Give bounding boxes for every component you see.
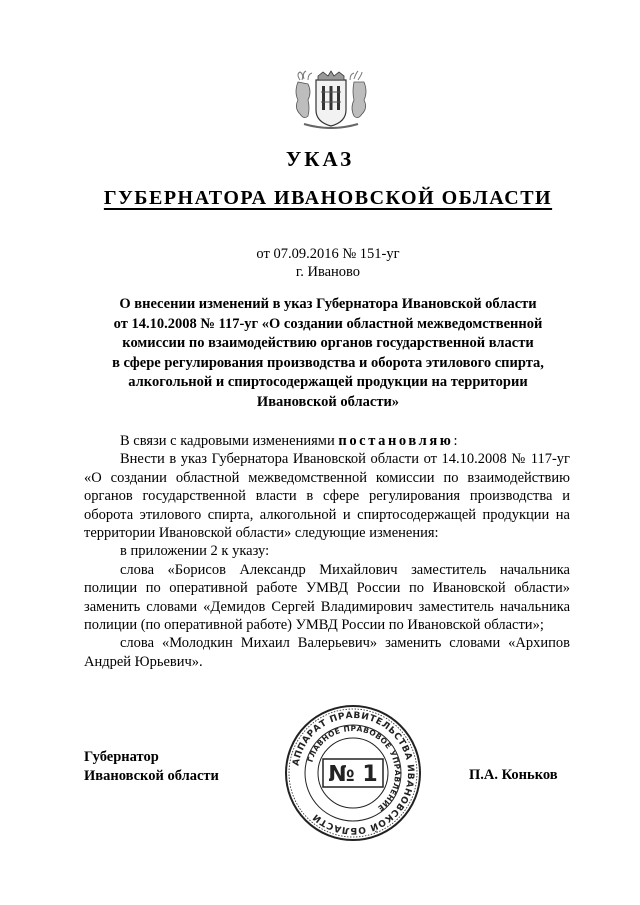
document-title	[88, 295, 568, 412]
decree-word: постановляю	[338, 433, 454, 449]
official-seal	[283, 703, 423, 843]
seal-inner-text: ГЛАВНОЕ ПРАВОВОЕ УПРАВЛЕНИЕ	[305, 723, 403, 814]
city: г. Иваново	[295, 264, 361, 280]
document-meta	[0, 245, 640, 281]
document-body	[84, 432, 570, 671]
title-line: Ивановской области»	[256, 393, 400, 410]
date-number: от 07.09.2016 № 151-уг	[256, 246, 400, 262]
signatory-position	[84, 748, 219, 785]
authority-text: ГУБЕРНАТОРА ИВАНОВСКОЙ ОБЛАСТИ	[103, 187, 553, 209]
signatory-name: П.А. Коньков	[469, 767, 558, 783]
seal-center-number: № 1	[328, 762, 378, 787]
body-paragraph: слова «Борисов Александр Михайлович заместитель начальника полиции по оперативной работе УМВД России по Ивановской области» заменить словами «Демидов Сергей Владимирович заместитель начальника полиции (по оперативной работе) УМВД России по Ивановской области»;	[84, 561, 570, 634]
title-line: в сфере регулирования производства и оборота этилового спирта,	[112, 354, 544, 371]
title-line: О внесении изменений в указ Губернатора Ивановской области	[119, 296, 537, 312]
title-line: комиссии по взаимодействию органов государственной власти	[122, 335, 534, 351]
seal-outer-text: АППАРАТ ПРАВИТЕЛЬСТВА ИВАНОВСКОЙ ОБЛАСТИ	[291, 710, 416, 836]
coat-of-arms-emblem	[288, 70, 374, 134]
body-paragraph: Внести в указ Губернатора Ивановской области от 14.10.2008 № 117-уг «О создании областной межведомственной комиссии по взаимодействию органов государственной власти в сфере регулирования производства и оборота этилового спирта, алкогольной и спиртосодержащей продукции на территории Ивановской области» следующие изменения:	[84, 451, 570, 542]
position-line: Ивановской области	[84, 767, 219, 784]
position-line: Губернатор	[84, 749, 159, 765]
title-line: от 14.10.2008 № 117-уг «О создании областной межведомственной	[113, 315, 543, 332]
body-paragraph: в приложении 2 к указу:	[120, 543, 270, 560]
document-type-heading: УКАЗ	[285, 147, 355, 171]
title-line: алкогольной и спиртосодержащей продукции на территории	[128, 374, 528, 390]
intro-text: В связи с кадровыми изменениями	[120, 433, 339, 449]
intro-end: :	[453, 433, 458, 449]
body-paragraph-intro	[84, 432, 570, 450]
body-paragraph: слова «Молодкин Михаил Валерьевич» заменить словами «Архипов Андрей Юрьевич».	[84, 635, 570, 670]
issuing-authority-heading	[0, 187, 640, 210]
